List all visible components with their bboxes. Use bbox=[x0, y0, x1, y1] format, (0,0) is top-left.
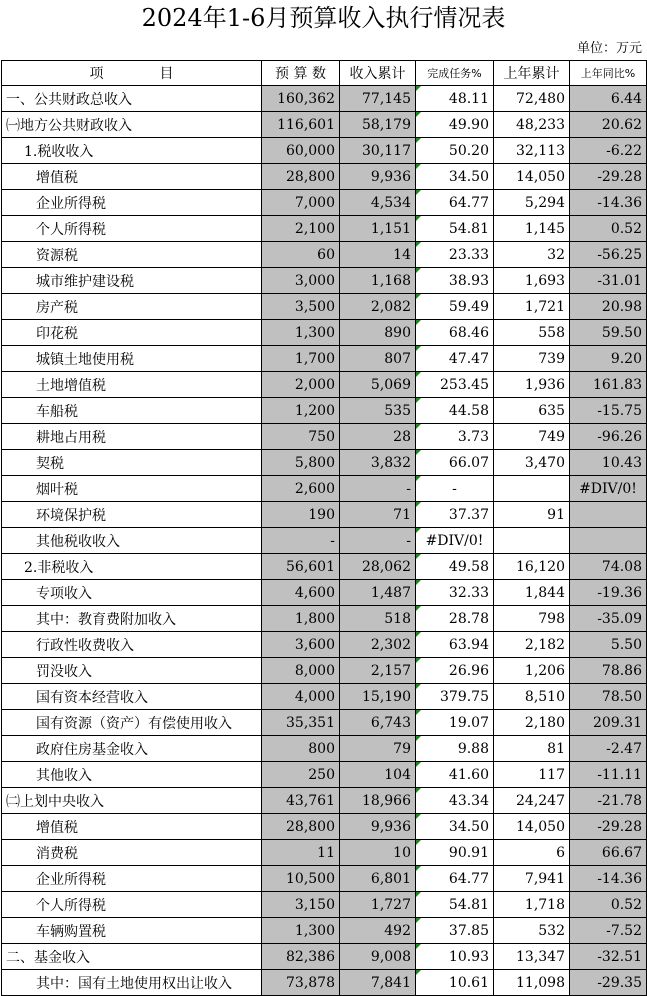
cell-last-year[interactable]: 91 bbox=[494, 502, 570, 528]
cell-income[interactable]: 1,168 bbox=[340, 268, 416, 294]
cell-complete[interactable]: 49.90 bbox=[416, 112, 494, 138]
table-row bbox=[2, 710, 647, 736]
cell-yoy[interactable]: 6.44 bbox=[570, 86, 647, 112]
cell-complete[interactable]: 48.11 bbox=[416, 86, 494, 112]
table-row bbox=[2, 372, 647, 398]
cell-complete[interactable]: 23.33 bbox=[416, 242, 494, 268]
table-row bbox=[2, 398, 647, 424]
cell-item[interactable]: 城市维护建设税 bbox=[2, 268, 262, 294]
cell-last-year[interactable]: 2,182 bbox=[494, 632, 570, 658]
cell-complete[interactable]: 59.49 bbox=[416, 294, 494, 320]
cell-item[interactable]: 企业所得税 bbox=[2, 866, 262, 892]
cell-last-year[interactable]: 558 bbox=[494, 320, 570, 346]
cell-income[interactable]: 15,190 bbox=[340, 684, 416, 710]
cell-income[interactable]: 9,008 bbox=[340, 944, 416, 970]
cell-last-year[interactable]: 81 bbox=[494, 736, 570, 762]
table-row bbox=[2, 866, 647, 892]
cell-complete[interactable]: 10.93 bbox=[416, 944, 494, 970]
cell-complete[interactable]: 3.73 bbox=[416, 424, 494, 450]
table-row bbox=[2, 450, 647, 476]
cell-item[interactable]: 个人所得税 bbox=[2, 216, 262, 242]
cell-yoy[interactable]: -32.51 bbox=[570, 944, 647, 970]
cell-yoy[interactable]: 10.43 bbox=[570, 450, 647, 476]
cell-last-year[interactable]: 117 bbox=[494, 762, 570, 788]
cell-item[interactable]: 印花税 bbox=[2, 320, 262, 346]
cell-income[interactable]: 6,743 bbox=[340, 710, 416, 736]
cell-item[interactable]: 其中：国有土地使用权出让收入 bbox=[2, 970, 262, 996]
cell-last-year[interactable]: 5,294 bbox=[494, 190, 570, 216]
cell-item[interactable]: 车船税 bbox=[2, 398, 262, 424]
cell-income[interactable]: 28,062 bbox=[340, 554, 416, 580]
cell-complete[interactable]: 64.77 bbox=[416, 866, 494, 892]
cell-yoy[interactable]: -7.52 bbox=[570, 918, 647, 944]
cell-last-year[interactable]: 1,936 bbox=[494, 372, 570, 398]
cell-item[interactable]: 烟叶税 bbox=[2, 476, 262, 502]
budget-table bbox=[1, 60, 647, 996]
table-row bbox=[2, 190, 647, 216]
cell-budget[interactable]: 28,800 bbox=[262, 814, 340, 840]
cell-yoy[interactable]: 66.67 bbox=[570, 840, 647, 866]
cell-item[interactable]: 专项收入 bbox=[2, 580, 262, 606]
cell-last-year[interactable]: 635 bbox=[494, 398, 570, 424]
table-row bbox=[2, 424, 647, 450]
table-row bbox=[2, 86, 647, 112]
cell-income[interactable]: 30,117 bbox=[340, 138, 416, 164]
cell-yoy[interactable] bbox=[570, 528, 647, 554]
table-row bbox=[2, 268, 647, 294]
cell-income[interactable]: 890 bbox=[340, 320, 416, 346]
cell-budget[interactable]: 60,000 bbox=[262, 138, 340, 164]
cell-last-year[interactable]: 14,050 bbox=[494, 814, 570, 840]
cell-item[interactable]: 资源税 bbox=[2, 242, 262, 268]
cell-item[interactable]: 政府住房基金收入 bbox=[2, 736, 262, 762]
cell-item[interactable]: 个人所得税 bbox=[2, 892, 262, 918]
cell-budget[interactable]: 35,351 bbox=[262, 710, 340, 736]
cell-complete[interactable]: 38.93 bbox=[416, 268, 494, 294]
table-row bbox=[2, 528, 647, 554]
cell-yoy[interactable]: 59.50 bbox=[570, 320, 647, 346]
cell-item[interactable]: ㈠地方公共财政收入 bbox=[2, 112, 262, 138]
cell-income[interactable]: 492 bbox=[340, 918, 416, 944]
cell-item[interactable]: 其中：教育费附加收入 bbox=[2, 606, 262, 632]
header-complete[interactable]: 完成任务% bbox=[416, 61, 494, 86]
cell-income[interactable]: 18,966 bbox=[340, 788, 416, 814]
cell-complete[interactable]: 26.96 bbox=[416, 658, 494, 684]
cell-complete[interactable]: - bbox=[416, 476, 494, 502]
cell-yoy[interactable]: -11.11 bbox=[570, 762, 647, 788]
cell-complete[interactable]: 28.78 bbox=[416, 606, 494, 632]
cell-budget[interactable]: 800 bbox=[262, 736, 340, 762]
cell-income[interactable]: 104 bbox=[340, 762, 416, 788]
cell-income[interactable]: 1,487 bbox=[340, 580, 416, 606]
cell-income[interactable]: - bbox=[340, 528, 416, 554]
header-income[interactable]: 收入累计 bbox=[340, 61, 416, 86]
cell-budget[interactable]: 43,761 bbox=[262, 788, 340, 814]
table-row bbox=[2, 346, 647, 372]
cell-income[interactable]: 14 bbox=[340, 242, 416, 268]
cell-yoy[interactable]: -96.26 bbox=[570, 424, 647, 450]
cell-item[interactable]: 增值税 bbox=[2, 814, 262, 840]
table-row bbox=[2, 736, 647, 762]
cell-complete[interactable]: 68.46 bbox=[416, 320, 494, 346]
cell-yoy[interactable]: -21.78 bbox=[570, 788, 647, 814]
table-row bbox=[2, 606, 647, 632]
cell-complete[interactable]: 253.45 bbox=[416, 372, 494, 398]
cell-complete[interactable]: 63.94 bbox=[416, 632, 494, 658]
cell-yoy[interactable]: 20.62 bbox=[570, 112, 647, 138]
cell-budget[interactable]: 2,000 bbox=[262, 372, 340, 398]
cell-budget[interactable]: 8,000 bbox=[262, 658, 340, 684]
cell-yoy[interactable]: -15.75 bbox=[570, 398, 647, 424]
cell-yoy[interactable]: 78.86 bbox=[570, 658, 647, 684]
cell-item[interactable]: 车辆购置税 bbox=[2, 918, 262, 944]
cell-last-year[interactable]: 1,721 bbox=[494, 294, 570, 320]
table-row bbox=[2, 476, 647, 502]
cell-budget[interactable]: 73,878 bbox=[262, 970, 340, 996]
table-row bbox=[2, 138, 647, 164]
cell-last-year[interactable]: 1,693 bbox=[494, 268, 570, 294]
cell-complete[interactable]: 34.50 bbox=[416, 164, 494, 190]
cell-income[interactable]: 71 bbox=[340, 502, 416, 528]
cell-item[interactable]: 二、基金收入 bbox=[2, 944, 262, 970]
cell-last-year[interactable]: 2,180 bbox=[494, 710, 570, 736]
cell-item[interactable]: 契税 bbox=[2, 450, 262, 476]
cell-item[interactable]: 国有资源（资产）有偿使用收入 bbox=[2, 710, 262, 736]
table-row bbox=[2, 970, 647, 996]
cell-income[interactable]: 9,936 bbox=[340, 814, 416, 840]
cell-item[interactable]: 土地增值税 bbox=[2, 372, 262, 398]
cell-budget[interactable]: 1,300 bbox=[262, 320, 340, 346]
cell-last-year[interactable]: 1,206 bbox=[494, 658, 570, 684]
cell-income[interactable]: 535 bbox=[340, 398, 416, 424]
table-row bbox=[2, 892, 647, 918]
cell-complete[interactable]: 41.60 bbox=[416, 762, 494, 788]
cell-income[interactable]: 9,936 bbox=[340, 164, 416, 190]
cell-income[interactable]: 6,801 bbox=[340, 866, 416, 892]
cell-complete[interactable]: 49.58 bbox=[416, 554, 494, 580]
cell-last-year[interactable] bbox=[494, 476, 570, 502]
table-row bbox=[2, 112, 647, 138]
cell-yoy[interactable]: -56.25 bbox=[570, 242, 647, 268]
cell-item[interactable]: 国有资本经营收入 bbox=[2, 684, 262, 710]
cell-income[interactable]: 58,179 bbox=[340, 112, 416, 138]
cell-budget[interactable]: 82,386 bbox=[262, 944, 340, 970]
cell-yoy[interactable]: -19.36 bbox=[570, 580, 647, 606]
cell-income[interactable]: 2,082 bbox=[340, 294, 416, 320]
cell-budget[interactable]: 4,000 bbox=[262, 684, 340, 710]
cell-budget[interactable]: 1,800 bbox=[262, 606, 340, 632]
cell-complete[interactable]: 47.47 bbox=[416, 346, 494, 372]
cell-complete[interactable]: 44.58 bbox=[416, 398, 494, 424]
cell-budget[interactable]: 1,700 bbox=[262, 346, 340, 372]
cell-last-year[interactable]: 532 bbox=[494, 918, 570, 944]
cell-income[interactable]: 2,302 bbox=[340, 632, 416, 658]
table-row bbox=[2, 164, 647, 190]
cell-yoy[interactable]: 5.50 bbox=[570, 632, 647, 658]
cell-last-year[interactable]: 72,480 bbox=[494, 86, 570, 112]
cell-budget[interactable]: 116,601 bbox=[262, 112, 340, 138]
table-row bbox=[2, 294, 647, 320]
cell-complete[interactable]: 54.81 bbox=[416, 892, 494, 918]
cell-yoy[interactable]: 209.31 bbox=[570, 710, 647, 736]
cell-last-year[interactable]: 16,120 bbox=[494, 554, 570, 580]
cell-complete[interactable]: 379.75 bbox=[416, 684, 494, 710]
table-row bbox=[2, 242, 647, 268]
cell-complete[interactable]: 66.07 bbox=[416, 450, 494, 476]
cell-yoy[interactable]: -6.22 bbox=[570, 138, 647, 164]
table-row bbox=[2, 658, 647, 684]
cell-budget[interactable]: 56,601 bbox=[262, 554, 340, 580]
cell-income[interactable]: 7,841 bbox=[340, 970, 416, 996]
header-budget[interactable]: 预 算 数 bbox=[262, 61, 340, 86]
table-row bbox=[2, 944, 647, 970]
cell-budget[interactable]: 3,500 bbox=[262, 294, 340, 320]
cell-complete[interactable]: 19.07 bbox=[416, 710, 494, 736]
cell-budget[interactable]: 3,600 bbox=[262, 632, 340, 658]
cell-budget[interactable]: 160,362 bbox=[262, 86, 340, 112]
cell-yoy[interactable]: -29.28 bbox=[570, 164, 647, 190]
cell-yoy[interactable] bbox=[570, 502, 647, 528]
cell-last-year[interactable]: 6 bbox=[494, 840, 570, 866]
cell-yoy[interactable]: 78.50 bbox=[570, 684, 647, 710]
cell-last-year[interactable]: 32,113 bbox=[494, 138, 570, 164]
cell-yoy[interactable]: -31.01 bbox=[570, 268, 647, 294]
cell-budget[interactable]: 7,000 bbox=[262, 190, 340, 216]
header-last-year[interactable]: 上年累计 bbox=[494, 61, 570, 86]
cell-budget[interactable]: 4,600 bbox=[262, 580, 340, 606]
cell-last-year[interactable]: 1,718 bbox=[494, 892, 570, 918]
table-row bbox=[2, 762, 647, 788]
cell-item[interactable]: 行政性收费收入 bbox=[2, 632, 262, 658]
cell-last-year[interactable]: 8,510 bbox=[494, 684, 570, 710]
cell-complete[interactable]: 37.37 bbox=[416, 502, 494, 528]
cell-yoy[interactable]: 9.20 bbox=[570, 346, 647, 372]
cell-budget[interactable]: 2,600 bbox=[262, 476, 340, 502]
cell-item[interactable]: 企业所得税 bbox=[2, 190, 262, 216]
cell-complete[interactable]: 37.85 bbox=[416, 918, 494, 944]
cell-yoy[interactable]: 20.98 bbox=[570, 294, 647, 320]
table-row bbox=[2, 580, 647, 606]
cell-item[interactable]: 2.非税收入 bbox=[2, 554, 262, 580]
cell-last-year[interactable]: 13,347 bbox=[494, 944, 570, 970]
cell-income[interactable]: 77,145 bbox=[340, 86, 416, 112]
sheet-title: 2024年1-6月预算收入执行情况表 bbox=[141, 4, 506, 32]
table-row bbox=[2, 814, 647, 840]
table-row bbox=[2, 840, 647, 866]
cell-complete[interactable]: 54.81 bbox=[416, 216, 494, 242]
table-row bbox=[2, 684, 647, 710]
table-row bbox=[2, 554, 647, 580]
cell-budget[interactable]: 250 bbox=[262, 762, 340, 788]
cell-budget[interactable]: 11 bbox=[262, 840, 340, 866]
header-item[interactable]: 项 目 bbox=[2, 61, 262, 86]
cell-budget[interactable]: 190 bbox=[262, 502, 340, 528]
cell-last-year[interactable]: 24,247 bbox=[494, 788, 570, 814]
cell-item[interactable]: 房产税 bbox=[2, 294, 262, 320]
cell-yoy[interactable]: 161.83 bbox=[570, 372, 647, 398]
cell-complete[interactable]: 32.33 bbox=[416, 580, 494, 606]
cell-item[interactable]: 其他税收收入 bbox=[2, 528, 262, 554]
table-row bbox=[2, 632, 647, 658]
cell-last-year[interactable]: 7,941 bbox=[494, 866, 570, 892]
cell-income[interactable]: 2,157 bbox=[340, 658, 416, 684]
cell-budget[interactable]: 3,000 bbox=[262, 268, 340, 294]
cell-item[interactable]: 增值税 bbox=[2, 164, 262, 190]
cell-last-year[interactable] bbox=[494, 528, 570, 554]
cell-budget[interactable]: 2,100 bbox=[262, 216, 340, 242]
cell-budget[interactable]: 3,150 bbox=[262, 892, 340, 918]
cell-complete[interactable]: 34.50 bbox=[416, 814, 494, 840]
cell-item[interactable]: 一、公共财政总收入 bbox=[2, 86, 262, 112]
table-row bbox=[2, 320, 647, 346]
cell-yoy[interactable]: #DIV/0! bbox=[570, 476, 647, 502]
cell-item[interactable]: 耕地占用税 bbox=[2, 424, 262, 450]
cell-last-year[interactable]: 749 bbox=[494, 424, 570, 450]
cell-income[interactable]: 79 bbox=[340, 736, 416, 762]
cell-budget[interactable]: 28,800 bbox=[262, 164, 340, 190]
cell-budget[interactable]: 60 bbox=[262, 242, 340, 268]
cell-item[interactable]: 城镇土地使用税 bbox=[2, 346, 262, 372]
cell-budget[interactable]: - bbox=[262, 528, 340, 554]
table-row bbox=[2, 788, 647, 814]
cell-last-year[interactable]: 798 bbox=[494, 606, 570, 632]
cell-complete[interactable]: 43.34 bbox=[416, 788, 494, 814]
cell-last-year[interactable]: 739 bbox=[494, 346, 570, 372]
cell-complete[interactable]: 9.88 bbox=[416, 736, 494, 762]
cell-income[interactable]: 1,151 bbox=[340, 216, 416, 242]
cell-income[interactable]: - bbox=[340, 476, 416, 502]
cell-budget[interactable]: 1,200 bbox=[262, 398, 340, 424]
cell-complete[interactable]: 90.91 bbox=[416, 840, 494, 866]
cell-last-year[interactable]: 48,233 bbox=[494, 112, 570, 138]
cell-income[interactable]: 5,069 bbox=[340, 372, 416, 398]
cell-item[interactable]: 1.税收收入 bbox=[2, 138, 262, 164]
cell-item[interactable]: ㈡上划中央收入 bbox=[2, 788, 262, 814]
cell-income[interactable]: 518 bbox=[340, 606, 416, 632]
cell-complete[interactable]: #DIV/0! bbox=[416, 528, 494, 554]
cell-income[interactable]: 28 bbox=[340, 424, 416, 450]
table-row bbox=[2, 216, 647, 242]
unit-label: 单位：万元 bbox=[576, 41, 642, 56]
cell-complete[interactable]: 10.61 bbox=[416, 970, 494, 996]
cell-last-year[interactable]: 3,470 bbox=[494, 450, 570, 476]
cell-last-year[interactable]: 1,844 bbox=[494, 580, 570, 606]
header-row bbox=[2, 61, 647, 86]
cell-income[interactable]: 4,534 bbox=[340, 190, 416, 216]
header-yoy[interactable]: 上年同比% bbox=[570, 61, 647, 86]
cell-last-year[interactable]: 32 bbox=[494, 242, 570, 268]
cell-last-year[interactable]: 14,050 bbox=[494, 164, 570, 190]
cell-item[interactable]: 罚没收入 bbox=[2, 658, 262, 684]
cell-yoy[interactable]: -29.35 bbox=[570, 970, 647, 996]
cell-income[interactable]: 1,727 bbox=[340, 892, 416, 918]
cell-yoy[interactable]: 0.52 bbox=[570, 892, 647, 918]
cell-yoy[interactable]: -14.36 bbox=[570, 190, 647, 216]
table-row bbox=[2, 918, 647, 944]
cell-yoy[interactable]: 74.08 bbox=[570, 554, 647, 580]
cell-budget[interactable]: 1,300 bbox=[262, 918, 340, 944]
cell-complete[interactable]: 50.20 bbox=[416, 138, 494, 164]
cell-last-year[interactable]: 1,145 bbox=[494, 216, 570, 242]
cell-budget[interactable]: 5,800 bbox=[262, 450, 340, 476]
cell-yoy[interactable]: -29.28 bbox=[570, 814, 647, 840]
cell-yoy[interactable]: 0.52 bbox=[570, 216, 647, 242]
cell-budget[interactable]: 750 bbox=[262, 424, 340, 450]
cell-income[interactable]: 10 bbox=[340, 840, 416, 866]
cell-item[interactable]: 环境保护税 bbox=[2, 502, 262, 528]
cell-last-year[interactable]: 11,098 bbox=[494, 970, 570, 996]
cell-income[interactable]: 807 bbox=[340, 346, 416, 372]
cell-complete[interactable]: 64.77 bbox=[416, 190, 494, 216]
cell-item[interactable]: 消费税 bbox=[2, 840, 262, 866]
cell-yoy[interactable]: -2.47 bbox=[570, 736, 647, 762]
table-row bbox=[2, 502, 647, 528]
cell-income[interactable]: 3,832 bbox=[340, 450, 416, 476]
cell-item[interactable]: 其他收入 bbox=[2, 762, 262, 788]
cell-yoy[interactable]: -35.09 bbox=[570, 606, 647, 632]
cell-yoy[interactable]: -14.36 bbox=[570, 866, 647, 892]
cell-budget[interactable]: 10,500 bbox=[262, 866, 340, 892]
